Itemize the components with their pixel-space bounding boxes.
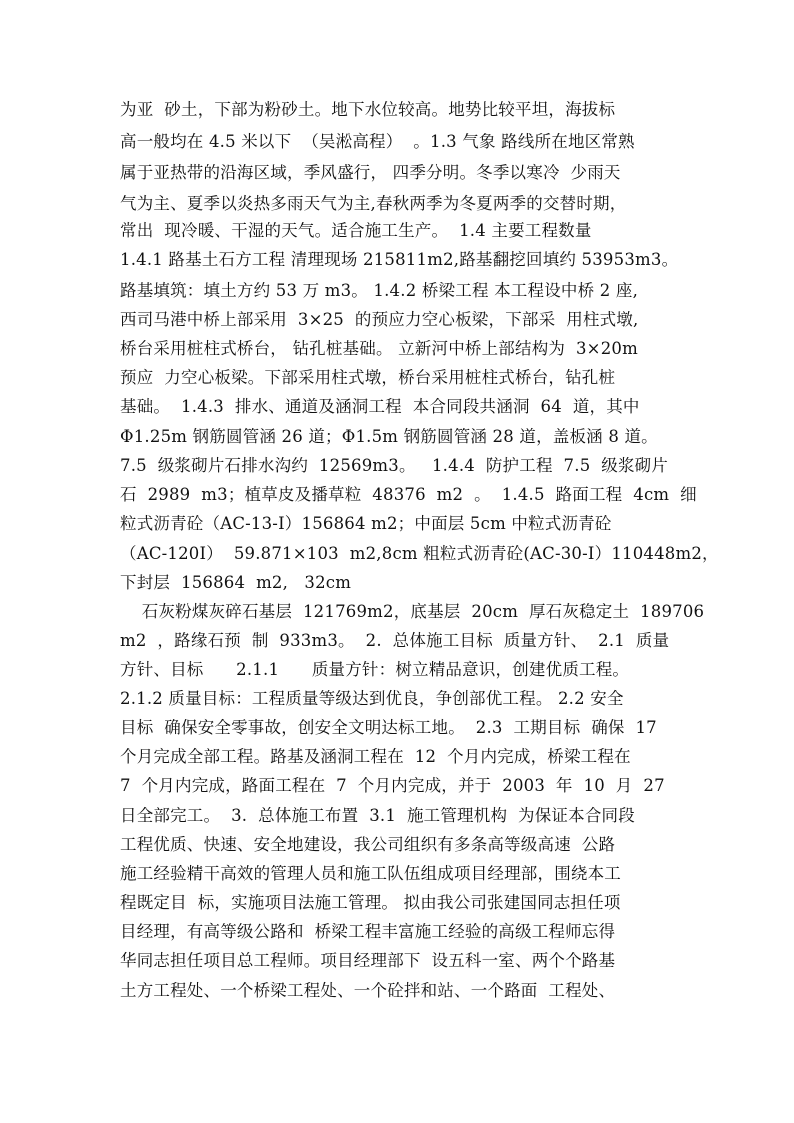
- text-line: 粒式沥青砼（AC-13-I）156864 m2；中面层 5cm 中粒式沥青砼: [120, 514, 612, 533]
- text-line: 为亚 砂土，下部为粉砂土。地下水位较高。地势比较平坦，海拔标: [120, 100, 616, 119]
- text-line: （AC-120I） 59.871×103 m2,8cm 粗粒式沥青砼(AC-30-I）110448m2，: [120, 544, 719, 563]
- text-line: 7 个月内完成，路面工程在 7 个月内完成，并于 2003 年 10 月 27: [120, 776, 665, 795]
- text-line: 工程优质、快速、安全地建设，我公司组织有多条高等级高速 公路: [120, 835, 616, 854]
- text-line: 方针、目标 2.1.1 质量方针：树立精品意识，创建优质工程。: [120, 660, 630, 679]
- text-line: 常出 现冷暖、干湿的天气。适合施工生产。 1.4 主要工程数量: [120, 221, 592, 240]
- text-line: 高一般均在 4.5 米以下 （吴淞高程） 。1.3 气象 路线所在地区常熟: [120, 132, 635, 151]
- text-line: 预应 力空心板梁。下部采用柱式墩，桥台采用桩柱式桥台，钻孔桩: [120, 368, 616, 387]
- text-line: m2 ，路缘石预 制 933m3。 2. 总体施工目标 质量方针、 2.1 质量: [120, 631, 670, 650]
- text-line: 西司马港中桥上部采用 3×25 的预应力空心板梁，下部采 用柱式墩,: [120, 310, 639, 329]
- text-line: 石 2989 m3；植草皮及播草粒 48376 m2 。 1.4.5 路面工程 4cm 细: [120, 485, 697, 504]
- text-line: 属于亚热带的沿海区域，季风盛行， 四季分明。冬季以寒冷 少雨天: [120, 163, 621, 182]
- text-line: 基础。 1.4.3 排水、通道及涵洞工程 本合同段共涵洞 64 道，其中: [120, 397, 640, 416]
- text-line: Φ1.25m 钢筋圆管涵 26 道；Φ1.5m 钢筋圆管涵 28 道，盖板涵 8 道。: [120, 427, 658, 446]
- text-line: 程既定目 标，实施项目法施工管理。 拟由我公司张建国同志担任项: [120, 893, 621, 912]
- text-line: 1.4.1 路基土石方工程 清理现场 215811m2,路基翻挖回填约 53953m3。: [120, 250, 679, 269]
- text-line: 目标 确保安全零事故，创安全文明达标工地。 2.3 工期目标 确保 17: [120, 718, 657, 737]
- text-line: 华同志担任项目总工程师。项目经理部下 设五科一室、两个个路基: [120, 951, 616, 970]
- text-line: 目经理，有高等级公路和 桥梁工程丰富施工经验的高级工程师忘得: [120, 922, 616, 941]
- text-line: 7.5 级浆砌片石排水沟约 12569m3。 1.4.4 防护工程 7.5 级浆砌片: [120, 456, 669, 475]
- text-line: 土方工程处、一个桥梁工程处、一个砼拌和站、一个路面 工程处、: [120, 981, 616, 1000]
- text-line: 气为主、夏季以炎热多雨天气为主,春秋两季为冬夏两季的交替时期，: [120, 194, 627, 213]
- text-line: 施工经验精干高效的管理人员和施工队伍组成项目经理部，围绕本工: [120, 864, 621, 883]
- text-line: 个月完成全部工程。路基及涵洞工程在 12 个月内完成，桥梁工程在: [120, 747, 631, 766]
- text-line: 桥台采用桩柱式桥台， 钻孔桩基础。 立新河中桥上部结构为 3×20m: [120, 339, 638, 358]
- text-line: 2.1.2 质量目标：工程质量等级达到优良，争创部优工程。 2.2 安全: [120, 689, 624, 708]
- text-line: 下封层 156864 m2, 32cm: [120, 573, 352, 592]
- text-line: 石灰粉煤灰碎石基层 121769m2，底基层 20cm 厚石灰稳定土 189706: [120, 602, 705, 621]
- text-line: 日全部完工。 3. 总体施工布置 3.1 施工管理机构 为保证本合同段: [120, 806, 635, 825]
- text-line: 路基填筑：填土方约 53 万 m3。 1.4.2 桥梁工程 本工程设中桥 2 座,: [120, 281, 639, 300]
